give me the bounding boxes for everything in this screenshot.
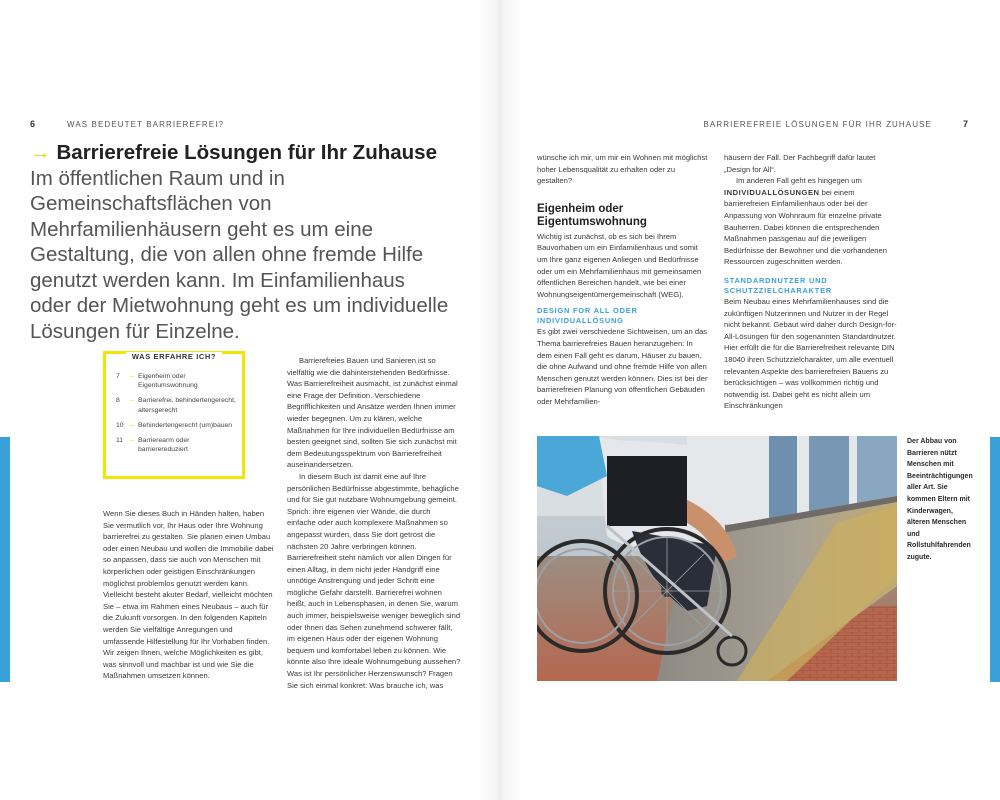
paragraph-text: Im anderen Fall geht es hingegen um <box>736 176 862 186</box>
chapter-headline <box>30 140 450 344</box>
body-paragraph: Barrierefreies Bauen und Sanieren ist so vielfältig wie die dahinterstehenden Bedürfnisse. Was Barrierefreiheit ausmacht, ist zunächst einmal eine Frage der Definition. Verschiedene Begrifflichkeiten und Ansätze werden Ihnen immer wieder begegnen. Um zu klären, welche Maßnahmen für Ihre individuellen Bedürfnisse am besten geeignet sind, sollten Sie sich zunächst mit dem Bedeutungsspektrum von Barrierefreiheit auseinandersetzen. <box>287 356 458 470</box>
photo-caption: Der Abbau von Barrieren nützt Menschen mit Beeinträchtigungen aller Art. Sie kommen Eltern mit Kinderwagen, älteren Menschen und Rollstuhlfahrenden zugute. <box>907 438 973 561</box>
left-page-number: 6 <box>30 119 36 129</box>
learn-box-title: WAS ERFAHRE ICH? <box>126 352 222 361</box>
arrow-right-icon: → <box>128 373 135 380</box>
wheelchair-ramp-photo <box>537 436 897 681</box>
body-column-3 <box>537 152 709 408</box>
body-paragraph: Es gibt zwei verschiedene Sichtweisen, um an das Thema barrierefreies Bauen heranzugehen: In dem einen Fall geht es darum, Häuser zu bauen, die ohne Aufwand und ohne fremde Hilfe von allen Menschen genutzt werden können. Dies ist bei der barrierefreien Planung von öffentlichen Gebäuden oder Mehrfamilien- <box>537 327 708 406</box>
learn-list-item[interactable] <box>116 396 240 414</box>
learn-list-item[interactable] <box>116 421 240 430</box>
learn-box <box>103 351 245 479</box>
learn-list-item[interactable] <box>116 372 240 390</box>
learn-item-text: Behindertengerecht (um)bauen <box>138 421 233 429</box>
right-edge-bar <box>990 437 1000 682</box>
emphasis-text: INDIVIDUALLÖSUNGEN <box>724 187 820 197</box>
section-kicker: DESIGN FOR ALL ODER INDIVIDUALLÖSUNG <box>537 306 638 326</box>
body-paragraph: häusern der Fall. Der Fachbegriff dafür lautet „Design for All“. <box>724 153 876 174</box>
learn-item-page: 8 <box>116 397 120 405</box>
learn-item-text: Barrierearm oder barrierereduziert <box>138 437 190 454</box>
learn-list <box>116 372 240 460</box>
learn-item-text: Barrierefrei, behindertengerecht, altersgerecht <box>138 397 236 414</box>
body-paragraph <box>724 175 898 268</box>
paragraph-text: bei einem barrierefreien Einfamilienhaus oder bei der Anpassung von Wohnraum für einzelne private Bauherren. Dabei können die entsprechenden Maßnahmen passgenau auf die jeweiligen Bedürfnisse der Bewohner und die vorhandenen Ressourcen zugeschnitten werden. <box>724 187 887 267</box>
left-edge-bar <box>0 437 10 682</box>
headline-bold: Barrierefreie Lösungen für Ihr Zuhause <box>56 141 437 164</box>
right-running-title: BARRIEREFREIE LÖSUNGEN FÜR IHR ZUHAUSE <box>703 120 932 129</box>
body-column-1 <box>103 508 275 682</box>
section-kicker: STANDARDNUTZER UND SCHUTZZIELCHARAKTER <box>724 275 832 295</box>
body-paragraph: In diesem Buch ist damit eine auf Ihre persönlichen Bedürfnisse abgestimmte, behagliche und für Sie gut nutzbare Wohnumgebung gemeint. Sprich: ihre eigenen vier Wände, die durch einfache oder auch komplexere Maßnahmen so angepasst wurden, dass Sie dort getrost die nächsten 20 Jahre verbringen können. Barrierefreiheit steht nämlich vor allen Dingen für einen Alltag, in dem nicht jeder Handgriff eine unnötige Anstrengung und jeder Schritt eine mögliche Gefahr darstellt. Barrierefrei wohnen heißt, auch in Lebensphasen, in denen Sie, warum auch immer, beispielsweise weniger beweglich sind oder Ihnen das Sehen zunehmend schwerer fällt, im eigenen Haus oder der eigenen Wohnung bequem und komfortabel leben zu können. Wie könnte also Ihre ideale Wohnumgebung aussehen? Was ist Ihr persönlicher Herzenswunsch? Fragen Sie sich einmal konkret: Was brauche ich, was <box>287 471 461 690</box>
arrow-right-icon: → <box>128 397 135 405</box>
right-page-number: 7 <box>963 119 969 129</box>
body-column-4 <box>724 152 898 412</box>
arrow-right-icon: → <box>128 421 135 429</box>
body-paragraph: Wichtig ist zunächst, ob es sich bei Ihrem Bauvorhaben um ein Einfamilienhaus und somit um Ihre ganz eigenen Anliegen und Bedürfnisse oder um ein Mehrfamilienhaus mit gemeinsamen öffentlichen Bereichen handelt, wie bei einer Wohnungseigentümergemeinschaft (WEG). <box>537 231 702 299</box>
left-running-title: WAS BEDEUTET BARRIEREFREI? <box>67 120 225 129</box>
learn-item-text: Eigenheim oder Eigentumswohnung <box>138 373 198 390</box>
body-column-2 <box>287 355 461 691</box>
book-gutter <box>478 0 522 800</box>
body-paragraph: wünsche ich mir, um mir ein Wohnen mit möglichst hoher Lebensqualität zu erhalten oder zu gestalten? <box>537 153 708 186</box>
arrow-right-icon: → <box>128 437 135 445</box>
learn-item-page: 11 <box>116 437 124 445</box>
learn-item-page: 7 <box>116 373 120 380</box>
arrow-right-icon: → <box>30 141 51 164</box>
learn-list-item[interactable] <box>116 436 240 454</box>
section-subheading: Eigenheim oder Eigentumswohnung <box>537 202 647 228</box>
headline-text: Im öffentlichen Raum und in Gemeinschaftsflächen von Mehrfamilienhäusern geht es um eine Gestaltung, die von allen ohne fremde Hilfe genutzt werden kann. Im Einfamilienhaus oder der Mietwohnung geht es um individuelle Lösungen für Einzelne. <box>30 166 449 343</box>
body-paragraph: Beim Neubau eines Mehrfamilienhauses sind die zukünftigen Nutzerinnen und Nutzer in der Regel nicht bekannt. Gebaut wird daher durch Design-for-All-Lösungen für den sogenannten Standardnutzer. Hier erfüllt die für die Barrierefreiheit relevante DIN 18040 ihren Schutzzielcharakter, um alle eventuell relevanten Aspekte des barrierefreien Bauens zu berücksichtigen – was vollkommen richtig und notwendig ist. Dabei geht es nicht allein um Einschränkungen <box>724 296 897 411</box>
body-paragraph: Wenn Sie dieses Buch in Händen halten, haben Sie vermutlich vor, Ihr Haus oder Ihre Wohnung barrierefrei zu gestalten. Sie planen einen Umbau oder einen Neubau und wollen die Immobilie dabei so anpassen, dass sie auch von Menschen mit körperlichen oder geistigen Einschränkungen möglichst problemlos genutzt werden kann. Vielleicht besteht akuter Bedarf, vielleicht möchten Sie – etwa im Rahmen eines Neubaus – auch für die Zukunft vorsorgen. In den folgenden Kapiteln werden Sie vielfältige Anregungen und umfassende Hilfestellung für Ihr Vorhaben finden. Wir zeigen Ihnen, welche Möglichkeiten es gibt, was sinnvoll und machbar ist und wie Sie die Maßnahmen umsetzen können. <box>103 509 274 681</box>
learn-item-page: 10 <box>116 421 124 429</box>
